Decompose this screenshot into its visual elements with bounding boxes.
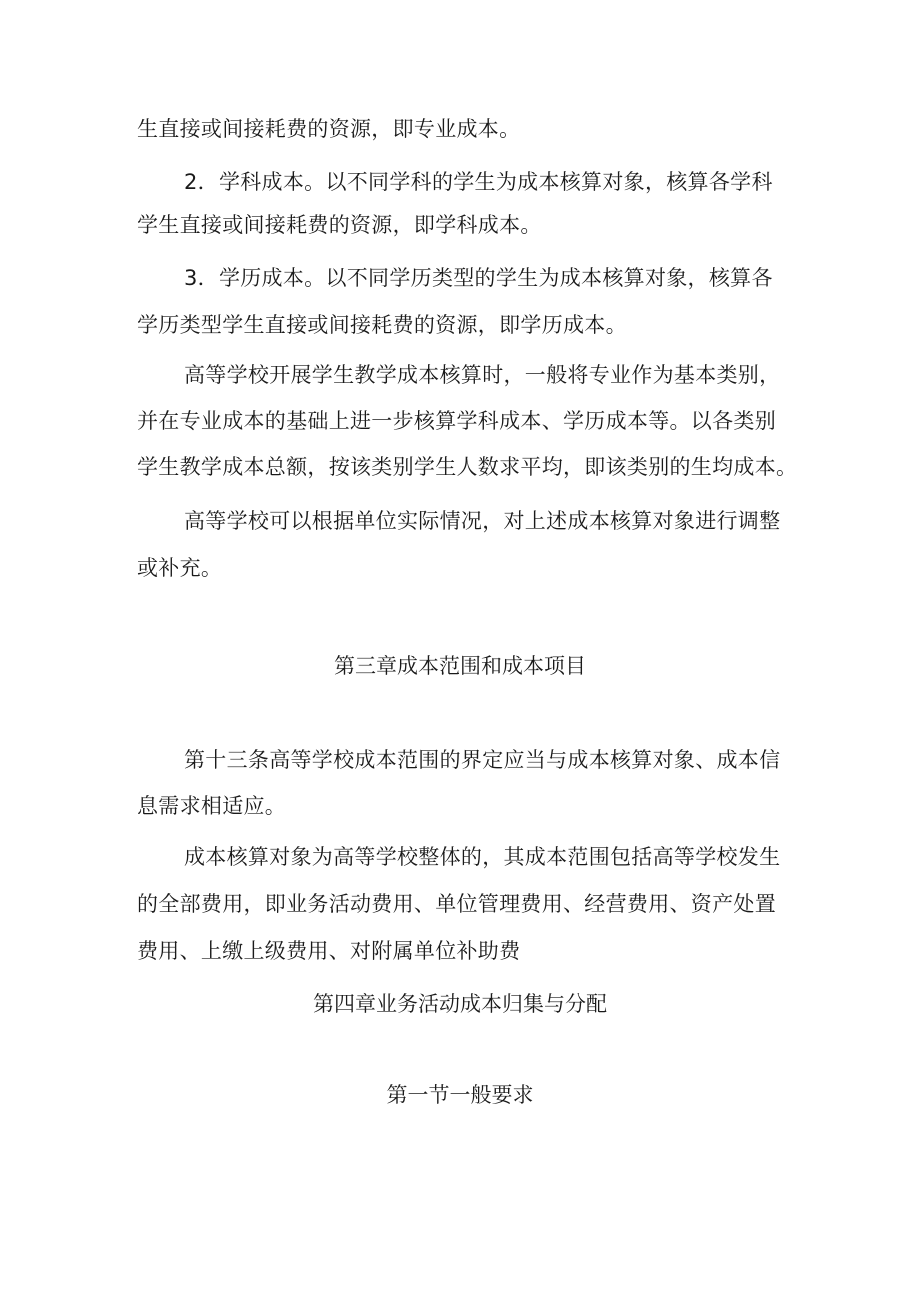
text-line: 并在专业成本的基础上进一步核算学科成本、学历成本等。以各类别 [137,409,776,433]
text-line: 息需求相适应。 [137,794,287,818]
text-line: 2．学科成本。以不同学科的学生为成本核算对象，核算各学科 [184,170,773,194]
section-heading: 第一节一般要求 [386,1083,534,1107]
text-line: 生直接或间接耗费的资源，即专业成本。 [137,117,521,141]
text-line: 第十三条高等学校成本范围的界定应当与成本核算对象、成本信 [184,748,781,772]
text-line: 高等学校开展学生教学成本核算时，一般将专业作为基本类别， [184,363,781,387]
text-line: 学生直接或间接耗费的资源，即学科成本。 [137,213,542,237]
text-line: 学生教学成本总额，按该类别学生人数求平均，即该类别的生均成本。 [137,455,798,479]
chapter-heading: 第四章业务活动成本归集与分配 [313,992,607,1016]
text-line: 高等学校可以根据单位实际情况，对上述成本核算对象进行调整 [184,509,781,533]
chapter-heading: 第三章成本范围和成本项目 [334,654,586,678]
text-line: 的全部费用，即业务活动费用、单位管理费用、经营费用、资产处置 [137,892,776,916]
text-line: 费用、上缴上级费用、对附属单位补助费 [137,939,521,963]
text-line: 学历类型学生直接或间接耗费的资源，即学历成本。 [137,313,627,337]
text-line: 3．学历成本。以不同学历类型的学生为成本核算对象，核算各 [184,266,773,290]
text-line: 成本核算对象为高等学校整体的，其成本范围包括高等学校发生 [184,845,781,869]
text-line: 或补充。 [137,556,223,580]
